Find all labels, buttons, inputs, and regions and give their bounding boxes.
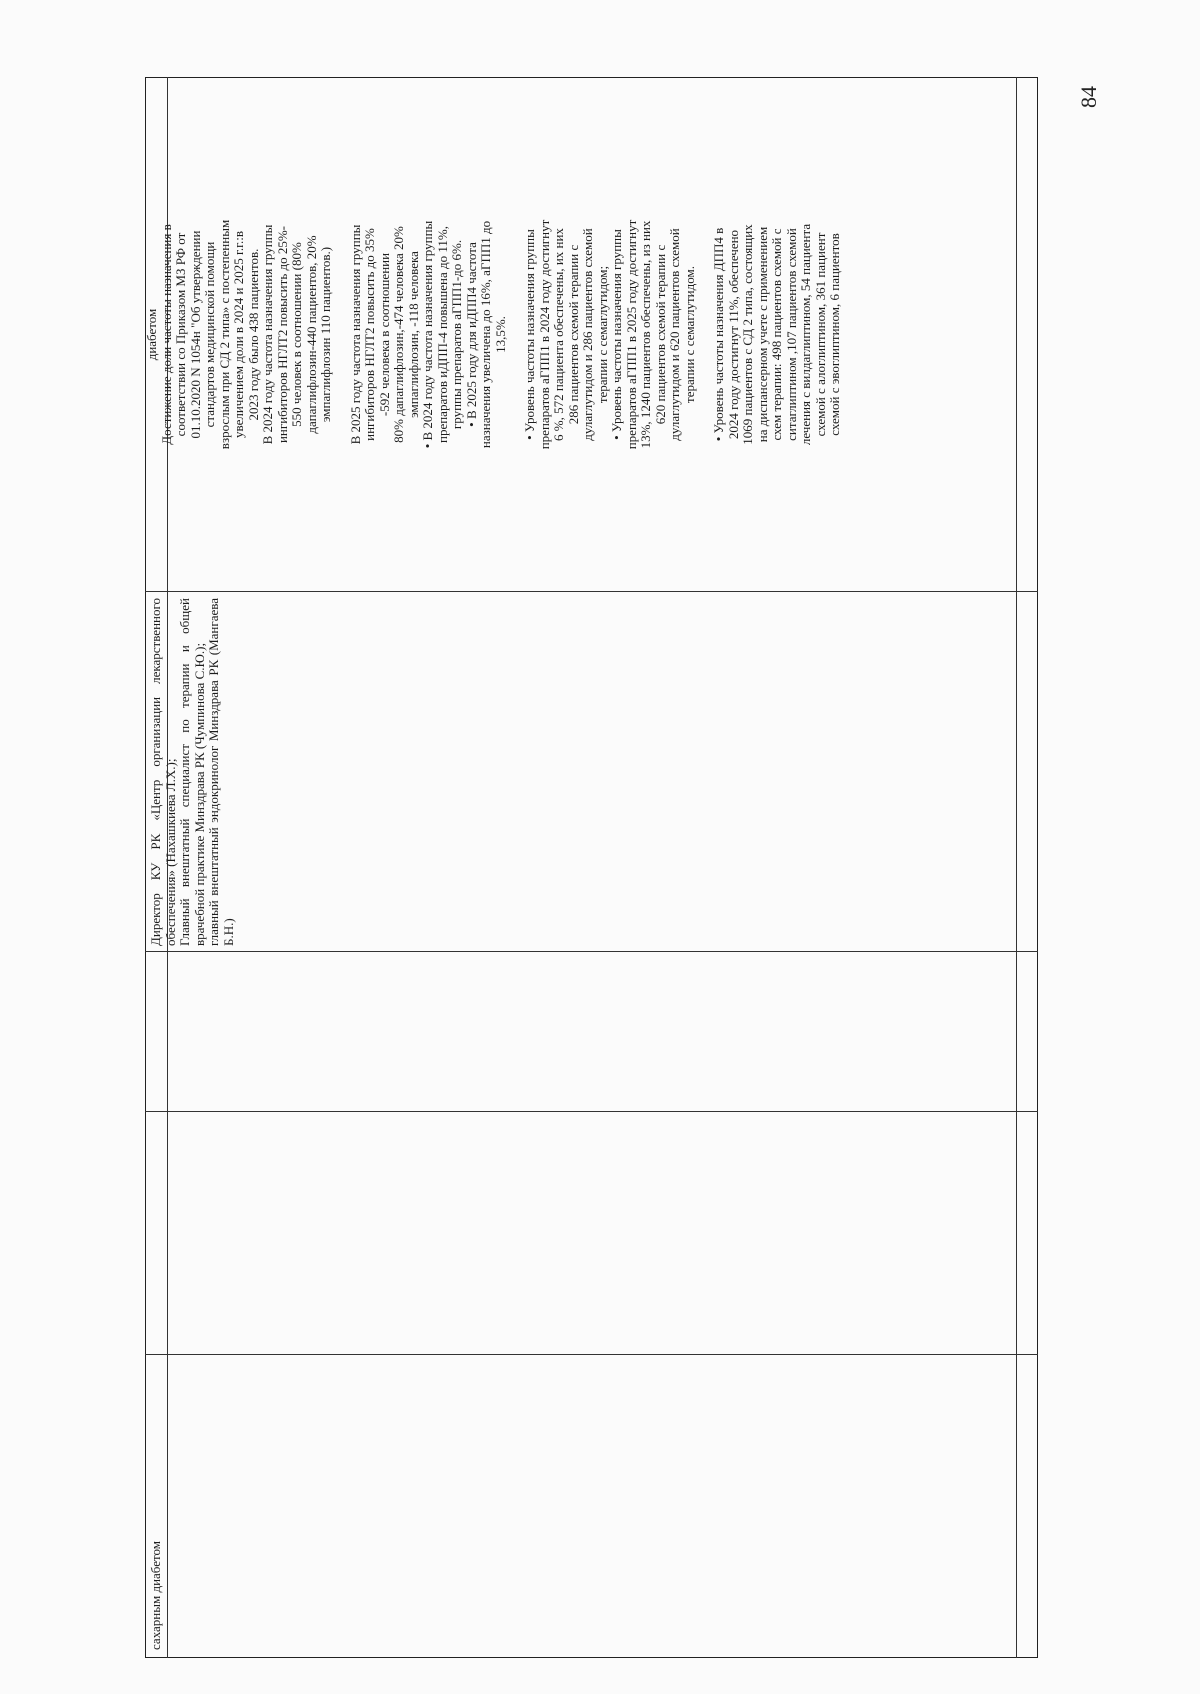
page-number: 84 <box>1076 86 1101 108</box>
indicator-line: • Уровень частоты назначения группы <box>609 229 624 440</box>
indicator-line: дулаглутидом и 620 пациентов схемой <box>667 228 682 441</box>
indicator-line: увеличением доли в 2024 и 2025 г.г.:в <box>231 231 246 438</box>
indicator-line: ингибиторов НГЛТ2 повысить до 25%- <box>274 225 290 444</box>
indicator-line: взрослым при СД 2 типа» с постепенным <box>216 219 232 450</box>
paragraph-gap <box>697 83 712 586</box>
row-divider-bottom <box>1016 77 1017 1658</box>
indicator-line: В 2024 году частота назначения группы <box>260 224 275 445</box>
paragraph-gap <box>334 83 349 586</box>
indicator-line: препаратов иДПП-4 повышена до 11%, <box>434 226 450 444</box>
indicator-line: 2023 году было 438 пациентов. <box>245 248 261 421</box>
indicator-line: эмпаглифлозин, -118 человека <box>405 251 421 418</box>
responsible-cell <box>149 598 236 946</box>
indicators-cell <box>145 83 843 586</box>
indicator-line: ингибиторов НГЛТ2 повысить до 35% <box>362 228 377 441</box>
indicator-line: • В 2025 году для иДПП4 частота <box>463 242 479 427</box>
indicator-line: стандартов медицинской помощи <box>202 241 217 428</box>
indicator-line: 80% дапаглифлозин,-474 человека 20% <box>391 226 406 443</box>
indicator-line: лечения с вилдаглиптином, 54 пациента <box>798 223 813 446</box>
indicator-line: терапии с семаглутидом; <box>594 265 610 404</box>
indicator-line: ситаглиптином ,107 пациентов схемой <box>783 228 799 441</box>
indicator-line: терапии с семаглутидом. <box>681 266 697 403</box>
indicator-line: на диспансерном учете с применением <box>754 226 770 443</box>
indicator-line: 01.10.2020 N 1054н "Об утверждении <box>187 230 203 439</box>
responsible-line: Главный внештатный специалист по терапии и общей врачебной практике Минздрава РК (Чумпинова С.Ю.); <box>177 598 207 946</box>
indicator-line: 6 %, 572 пациента обеспечены, их них <box>551 228 566 441</box>
column-divider-1 <box>145 1354 1038 1355</box>
indicator-line: препаратов аГПП1 в 2024 году достигнут <box>536 219 552 450</box>
column-divider-4 <box>145 591 1038 592</box>
indicator-line: препаратов аГПП1 в 2025 году достигнут <box>623 219 639 450</box>
responsible-line: главный внештатный эндокринолог Минздрава РК (Мангаева Б.Н.) <box>206 598 236 946</box>
indicator-line: 620 пациентов схемой терапии с <box>652 244 668 425</box>
indicator-line: дулаглутидом и 286 пациентов схемой <box>580 228 595 441</box>
indicator-line: эмпаглифлозин 110 пациентов.) <box>318 246 333 423</box>
indicator-line: группы препаратов аГПП1-до 6%. <box>449 239 464 430</box>
indicator-line: Достижение доли частоты назначения в <box>158 224 174 445</box>
column-divider-2 <box>145 1111 1038 1112</box>
indicator-line: 1069 пациентов с СД 2 типа, состоящих <box>740 224 755 445</box>
column-divider-3 <box>145 951 1038 952</box>
indicator-line: 2024 году достигнут 11%, обеспечено <box>725 229 741 440</box>
indicator-line: схем терапии: 498 пациентов схемой с <box>769 228 784 441</box>
indicator-line: диабетом <box>144 308 159 361</box>
indicator-line: назначения увеличена до 16%, аГПП1 до <box>478 220 493 449</box>
indicator-line: 286 пациентов схемой терапии с <box>565 244 581 425</box>
indicator-line: 13,5%. <box>492 316 508 353</box>
indicator-line: В 2025 году частота назначения группы <box>347 224 363 445</box>
indicator-line: 550 человек в соотношении (80% <box>289 242 304 427</box>
rotated-table-page <box>145 77 1038 1658</box>
paragraph-gap <box>508 83 523 586</box>
indicator-line: -592 человека в соотношении <box>376 252 392 417</box>
indicator-line: • Уровень частоты назначения группы <box>522 229 537 440</box>
indicator-line: • Уровень частоты назначения ДПП4 в <box>711 227 726 442</box>
indicator-line: • В 2024 году частота назначения группы <box>420 220 435 449</box>
diagnosis-cell: сахарным диабетом <box>148 1540 163 1650</box>
indicator-line: 13%, 1240 пациентов обеспечены, из них <box>638 220 653 449</box>
indicator-line: дапаглифлозин-440 пациентов, 20% <box>303 235 319 434</box>
responsible-line: Директор КУ РК «Центр организации лекарственного обеспечения» (Нахашкиева Л.Х.); <box>148 598 178 946</box>
indicator-line: схемой с алоглиптином, 361 пациент <box>812 232 828 437</box>
indicator-line: соответствии со Приказом МЗ РФ от <box>173 232 188 437</box>
indicator-line: схемой с эвоглиптином, 6 пациентов <box>827 233 842 436</box>
